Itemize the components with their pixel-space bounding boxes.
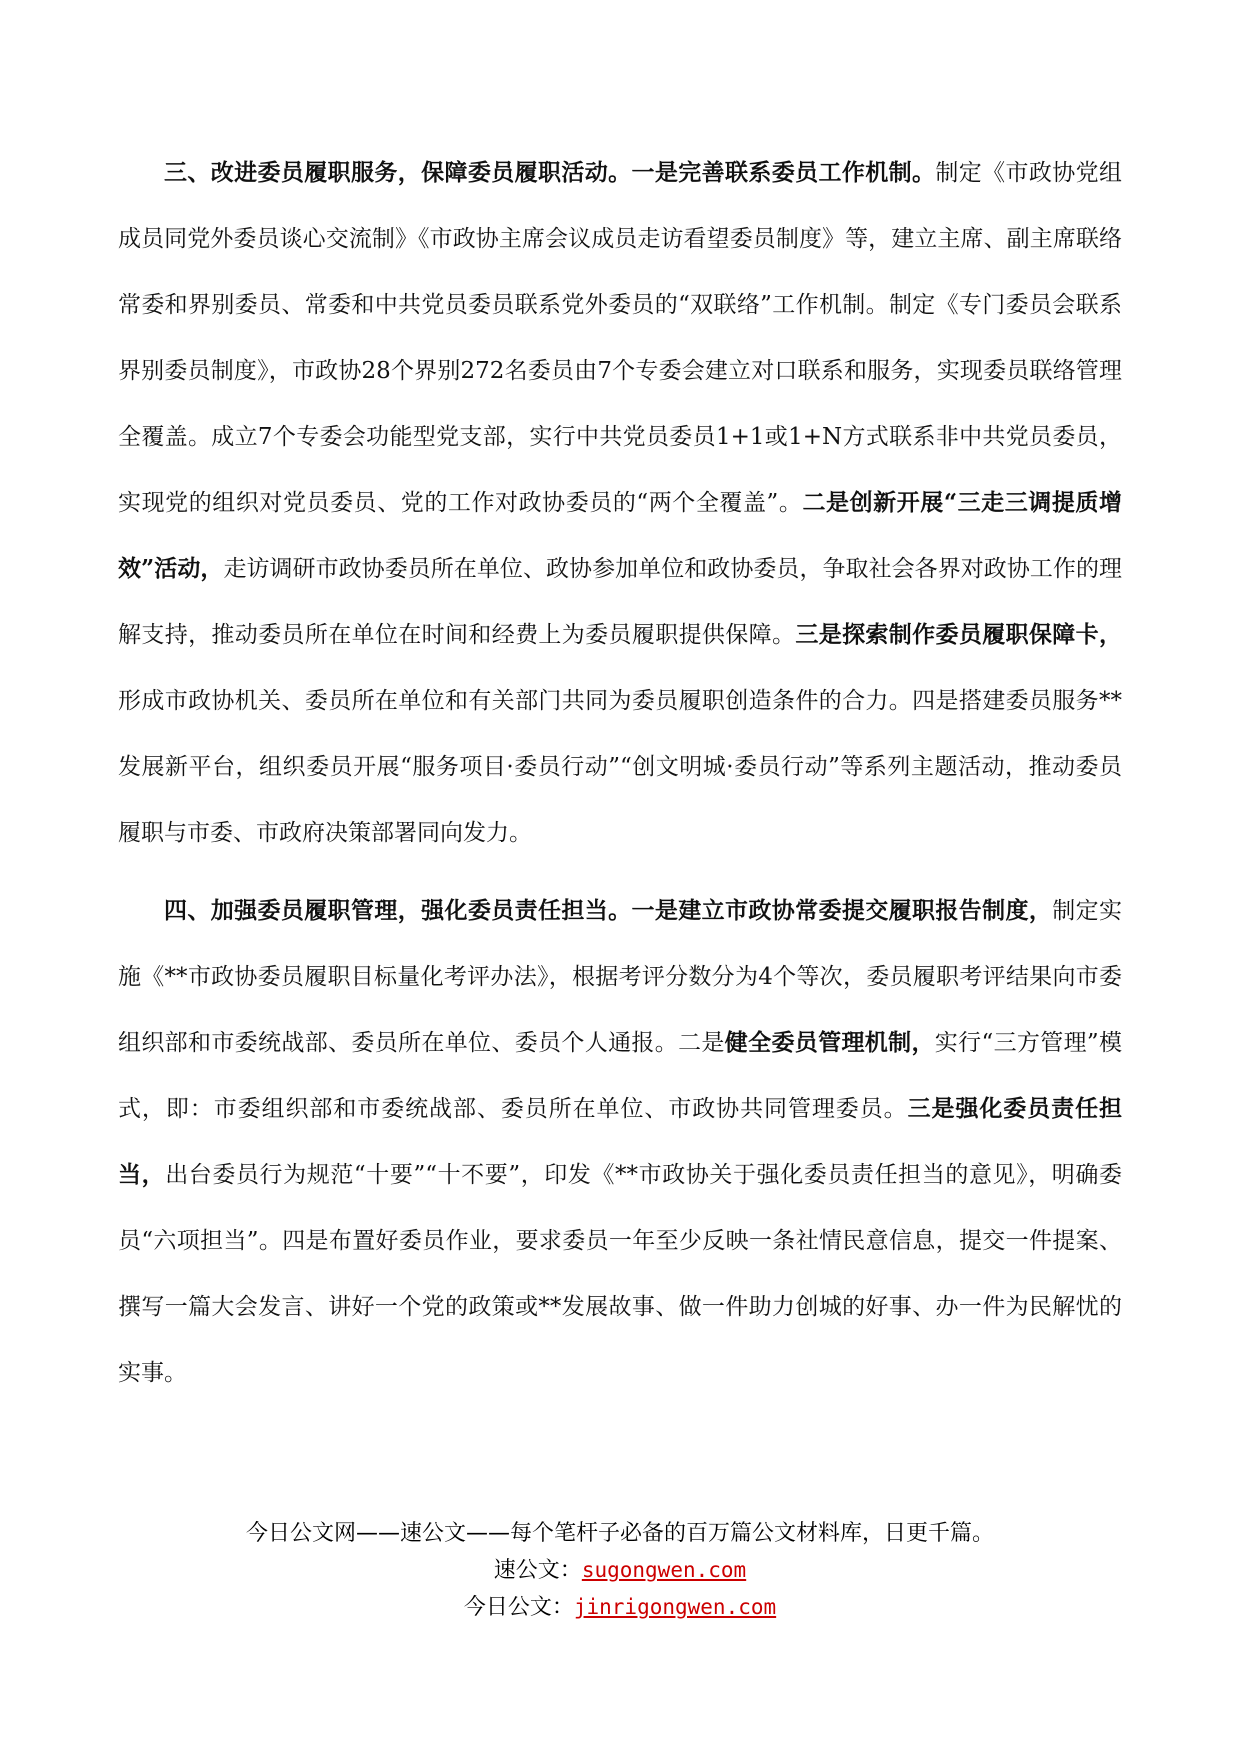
section-4-point-1-text: 制定实施《**市政协委员履职目标量化考评办法》，根据考评分数分为4个等次，委员履职考评结果向市委组织部和市委统战部、委员所在单位、委员个人通报。 xyxy=(118,898,1122,1056)
section-4-point-1-title: 一是建立市政协常委提交履职报告制度， xyxy=(631,897,1053,924)
section-3-heading: 三、改进委员履职服务，保障委员履职活动。 xyxy=(164,159,632,186)
footer-sugongwen-line xyxy=(0,1552,1240,1589)
paragraph-section-3 xyxy=(118,140,1122,866)
section-4-point-2-text: 实行“三方管理”模式，即：市委组织部和市委统战部、委员所在单位、市政协共同管理委员。 xyxy=(118,1030,1123,1122)
section-3-point-2-text: 走访调研市政协委员所在单位、政协参加单位和政协委员，争取社会各界对政协工作的理解支持，推动委员所在单位在时间和经费上为委员履职提供保障。 xyxy=(118,556,1122,648)
section-4-point-2-lead: 二是 xyxy=(678,1030,725,1056)
section-3-point-1-title: 一是完善联系委员工作机制。 xyxy=(631,159,936,186)
footer-jinrigongwen-line xyxy=(0,1589,1240,1626)
section-3-point-1-text: 制定《市政协党组成员同党外委员谈心交流制》《市政协主席会议成员走访看望委员制度》等，建立主席、副主席联络常委和界别委员、常委和中共党员委员联系党外委员的“双联络”工作机制。制定《专门委员会联系界别委员制度》，市政协28个界别272名委员由7个专委会建立对口联系和服务，实现委员联络管理全覆盖。成立7个专委会功能型党支部，实行中共党员委员1+1或1+N方式联系非中共党员委员，实现党的组织对党员委员、党的工作对政协委员的“两个全覆盖”。 xyxy=(118,160,1122,516)
footer-jinrigongwen-label: 今日公文： xyxy=(463,1595,574,1620)
section-4-point-3-title: 三是强化委员责任担当， xyxy=(118,1095,1123,1188)
jinrigongwen-link[interactable]: jinrigongwen.com xyxy=(573,1595,777,1619)
section-4-point-2-title: 健全委员管理机制， xyxy=(724,1029,935,1056)
paragraph-section-4 xyxy=(118,878,1122,1406)
section-3-point-3-text: 形成市政协机关、委员所在单位和有关部门共同为委员履职创造条件的合力。四是搭建委员服务**发展新平台，组织委员开展“服务项目·委员行动”“创文明城·委员行动”等系列主题活动，推动委员履职与市委、市政府决策部署同向发力。 xyxy=(118,688,1122,846)
section-4-point-3-text: 出台委员行为规范“十要”“十不要”，印发《**市政协关于强化委员责任担当的意见》，明确委员“六项担当”。四是布置好委员作业，要求委员一年至少反映一条社情民意信息，提交一件提案、撰写一篇大会发言、讲好一个党的政策或**发展故事、做一件助力创城的好事、办一件为民解忧的实事。 xyxy=(118,1162,1122,1386)
footer-sugongwen-label: 速公文： xyxy=(493,1558,582,1583)
section-3-point-3-title: 三是探索制作委员履职保障卡， xyxy=(795,621,1123,648)
sugongwen-link[interactable]: sugongwen.com xyxy=(581,1558,747,1582)
document-body xyxy=(118,140,1122,1406)
section-3-point-2-title: 二是创新开展“三走三调提质增效”活动， xyxy=(118,489,1122,582)
footer-slogan: 今日公文网——速公文——每个笔杆子必备的百万篇公文材料库，日更千篇。 xyxy=(245,1521,994,1546)
section-4-heading: 四、加强委员履职管理，强化委员责任担当。 xyxy=(164,897,632,924)
page-footer xyxy=(0,1516,1240,1626)
